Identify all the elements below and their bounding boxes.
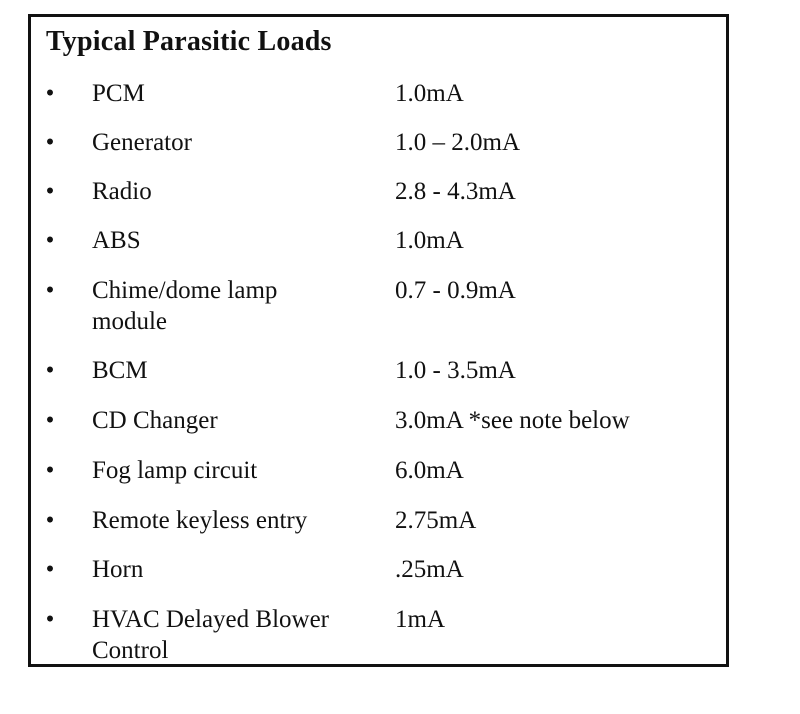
load-label: HVAC Delayed Blower Control xyxy=(92,606,329,664)
bullet-icon: • xyxy=(45,407,55,434)
load-value: 2.8 - 4.3mA xyxy=(395,178,516,205)
load-label: ABS xyxy=(92,227,141,254)
bullet-icon: • xyxy=(45,227,55,254)
load-label: BCM xyxy=(92,357,148,384)
bullet-icon: • xyxy=(45,357,55,384)
bullet-icon: • xyxy=(45,129,55,156)
bullet-icon: • xyxy=(45,277,55,304)
load-label: Horn xyxy=(92,556,144,583)
load-value: 1mA xyxy=(395,606,445,633)
load-value: 1.0 - 3.5mA xyxy=(395,357,516,384)
bullet-icon: • xyxy=(45,457,55,484)
load-value: 3.0mA *see note below xyxy=(395,407,630,434)
load-label: Generator xyxy=(92,129,192,156)
load-label: Chime/dome lamp module xyxy=(92,277,278,335)
load-value: 1.0 – 2.0mA xyxy=(395,129,520,156)
load-label: PCM xyxy=(92,80,145,107)
load-value: 2.75mA xyxy=(395,507,477,534)
load-value: 1.0mA xyxy=(395,80,464,107)
table-title: Typical Parasitic Loads xyxy=(46,26,332,57)
bullet-icon: • xyxy=(45,606,55,633)
bullet-icon: • xyxy=(45,507,55,534)
bullet-icon: • xyxy=(45,80,55,107)
load-value: 0.7 - 0.9mA xyxy=(395,277,516,304)
load-label: Radio xyxy=(92,178,152,205)
load-label: CD Changer xyxy=(92,407,218,434)
parasitic-loads-table xyxy=(28,14,729,667)
bullet-icon: • xyxy=(45,178,55,205)
load-label: Fog lamp circuit xyxy=(92,457,258,484)
load-value: 6.0mA xyxy=(395,457,464,484)
load-value: 1.0mA xyxy=(395,227,464,254)
bullet-icon: • xyxy=(45,556,55,583)
load-label: Remote keyless entry xyxy=(92,507,308,534)
load-value: .25mA xyxy=(395,556,464,583)
